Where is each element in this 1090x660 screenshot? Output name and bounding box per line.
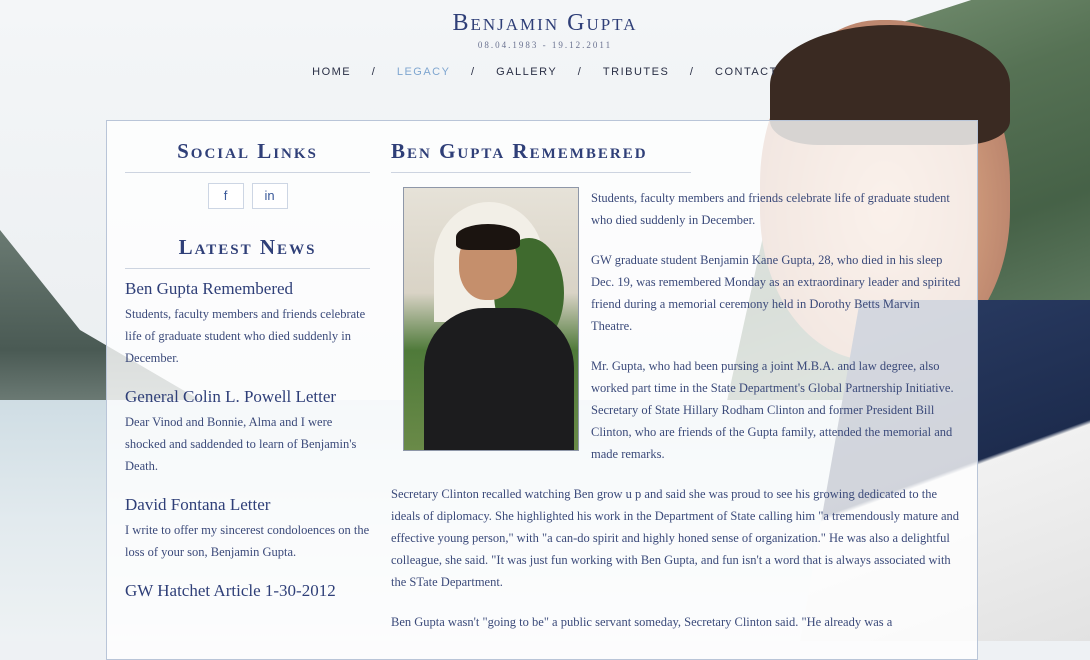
nav-separator: / (371, 66, 377, 78)
nav-separator: / (577, 66, 583, 78)
sidebar (125, 139, 370, 619)
news-item (125, 581, 370, 601)
site-header (0, 0, 1090, 100)
nav-contact[interactable]: CONTACT (715, 66, 778, 78)
nav-home[interactable]: HOME (312, 66, 352, 78)
article-paragraph: Mr. Gupta, who had been pursing a joint M.B.A. and law degree, also worked part time in the State Department's Global Partnership Initiative. Secretary of State Hillary Rodham Clinton and former President Bill Clinton, who are friends of the Gupta family, attended the memorial and made remarks. (591, 359, 954, 461)
article-paragraph: Students, faculty members and friends celebrate life of graduate student who died suddenly in December. (591, 191, 950, 227)
news-title[interactable]: David Fontana Letter (125, 495, 271, 514)
main-nav (0, 66, 1090, 78)
article-heading: Ben Gupta Remembered (391, 139, 691, 173)
latest-news-heading: Latest News (125, 235, 370, 269)
facebook-icon[interactable]: f (208, 183, 244, 209)
article (391, 139, 961, 651)
news-title[interactable]: General Colin L. Powell Letter (125, 387, 337, 406)
news-item (125, 279, 370, 369)
article-paragraph: Secretary Clinton recalled watching Ben grow u p and said she was proud to see his growing dedicated to the ideals of diplomacy. She highlighted his work in the Department of State calling him "a tremendously mature and effective young person," with "a can-do spirit and highly honed sense of organization." He was also a delightful colleague, she said. "It was just fun working with Ben Gupta, and fun isn't a word that is always associated with the STate Department. (391, 487, 960, 589)
article-paragraph: GW graduate student Benjamin Kane Gupta, 28, who died in his sleep Dec. 19, was remembered Monday as an extraordinary leader and spirited friend during a memorial ceremony held in Dorothy Betts Marvin Theatre. (591, 253, 961, 333)
news-excerpt: Dear Vinod and Bonnie, Alma and I were shocked and saddended to learn of Benjamin's Death. (125, 415, 357, 473)
nav-gallery[interactable]: GALLERY (496, 66, 558, 78)
news-item (125, 387, 370, 477)
news-title[interactable]: Ben Gupta Remembered (125, 279, 294, 298)
news-excerpt: I write to offer my sincerest condoloences on the loss of your son, Benjamin Gupta. (125, 523, 370, 559)
article-photo (403, 187, 579, 451)
site-title[interactable]: Benjamin Gupta (452, 10, 638, 36)
photo-body (424, 308, 574, 451)
photo-hair (456, 224, 520, 250)
nav-separator: / (689, 66, 695, 78)
site-dates: 08.04.1983 - 19.12.2011 (477, 40, 613, 50)
linkedin-icon[interactable]: in (252, 183, 288, 209)
nav-tributes[interactable]: TRIBUTES (602, 66, 670, 78)
news-title[interactable]: GW Hatchet Article 1-30-2012 (125, 581, 336, 600)
nav-legacy[interactable]: LEGACY (396, 66, 451, 78)
social-links (125, 183, 370, 209)
article-paragraph: Ben Gupta wasn't "going to be" a public servant someday, Secretary Clinton said. "He already was a (391, 615, 893, 629)
nav-separator: / (471, 66, 476, 78)
content-panel (106, 120, 978, 660)
news-item (125, 495, 370, 563)
news-excerpt: Students, faculty members and friends celebrate life of graduate student who died suddenly in December. (125, 307, 366, 365)
social-links-heading: Social Links (125, 139, 370, 173)
